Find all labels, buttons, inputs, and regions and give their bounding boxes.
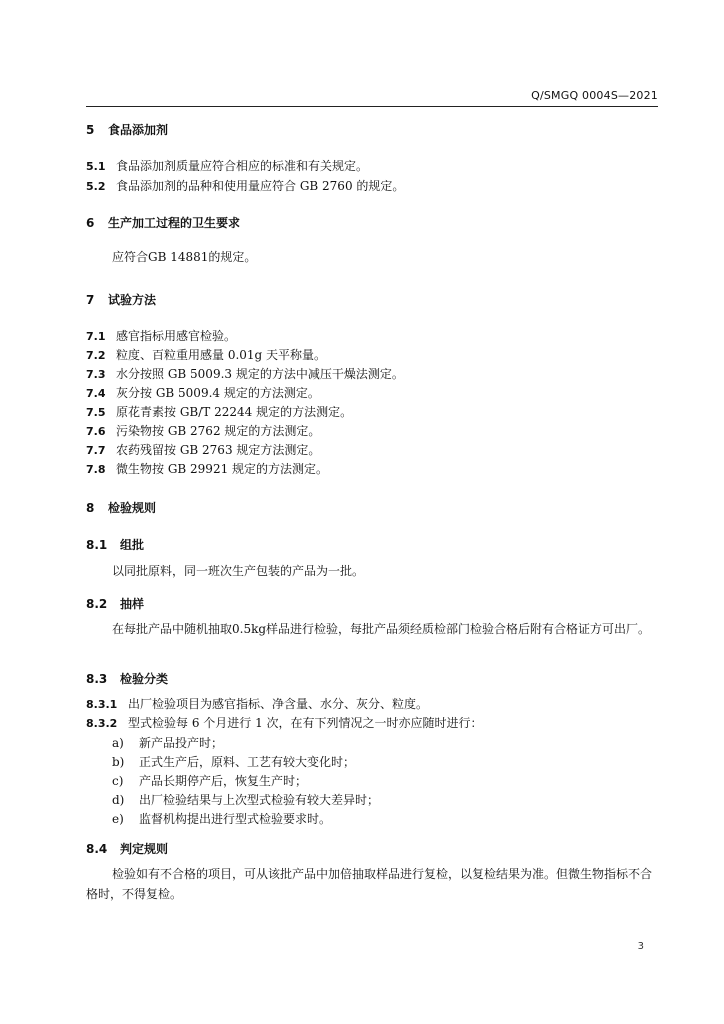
list-item-a: [112, 734, 223, 751]
subsection-8-1-heading: [86, 536, 144, 553]
clause-7-1: [86, 327, 236, 344]
section-title: 食品添加剂: [108, 123, 169, 137]
clause-number: 7.4: [86, 387, 106, 400]
clause-text: 灰分按 GB 5009.4 规定的方法测定。: [116, 386, 320, 400]
list-marker: e): [112, 812, 124, 826]
list-text: 正式生产后，原料、工艺有较大变化时；: [139, 755, 356, 769]
clause-text: 农药残留按 GB 2763 规定方法测定。: [116, 443, 321, 457]
list-marker: d): [112, 793, 125, 807]
list-marker: a): [112, 736, 124, 750]
clause-number: 7.8: [86, 463, 106, 476]
clause-text: 出厂检验项目为感官指标、净含量、水分、灰分、粒度。: [128, 697, 429, 711]
clause-text: 食品添加剂的品种和使用量应符合 GB 2760 的规定。: [116, 179, 405, 193]
section-number: 5: [86, 123, 95, 137]
list-text: 产品长期停产后，恢复生产时；: [139, 774, 308, 788]
clause-number: 7.3: [86, 368, 106, 381]
subsection-8-3-heading: [86, 670, 168, 687]
clause-7-2: [86, 346, 326, 363]
list-text: 新产品投产时；: [139, 736, 224, 750]
subsection-number: 8.2: [86, 597, 108, 611]
clause-5-1: [86, 157, 368, 174]
subsection-8-2-text: 在每批产品中随机抽取0.5kg样品进行检验，每批产品须经质检部门检验合格后附有合格证方可出厂。: [112, 622, 651, 636]
list-marker: b): [112, 755, 125, 769]
subsection-title: 检验分类: [120, 672, 169, 686]
subsection-8-1-text: 以同批原料，同一班次生产包装的产品为一批。: [112, 564, 365, 578]
list-marker: c): [112, 774, 124, 788]
list-item-e: [112, 810, 331, 827]
subsection-number: 8.1: [86, 538, 108, 552]
list-item-c: [112, 772, 307, 789]
clause-5-2: [86, 177, 404, 194]
section-number: 6: [86, 216, 95, 230]
clause-number: 5.2: [86, 180, 106, 193]
section-number: 7: [86, 293, 95, 307]
clause-text: 感官指标用感官检验。: [116, 329, 237, 343]
list-item-b: [112, 753, 355, 770]
clause-number: 8.3.2: [86, 717, 118, 730]
subsection-8-4-heading: [86, 840, 168, 857]
section-5-heading: [86, 121, 168, 138]
subsection-8-4-text: 检验如有不合格的项目，可从该批产品中加倍抽取样品进行复检，以复检结果为准。但微生物指标不合格时，不得复检。: [86, 867, 653, 901]
subsection-title: 判定规则: [120, 842, 169, 856]
list-text: 出厂检验结果与上次型式检验有较大差异时；: [139, 793, 380, 807]
clause-7-3: [86, 365, 404, 382]
subsection-8-2-heading: [86, 595, 144, 612]
section-6-text: 应符合GB 14881的规定。: [112, 250, 257, 264]
clause-number: 7.2: [86, 349, 106, 362]
clause-text: 型式检验每 6 个月进行 1 次，在有下列情况之一时亦应随时进行：: [128, 716, 483, 730]
clause-number: 7.7: [86, 444, 106, 457]
clause-8-3-2: [86, 714, 483, 731]
list-text: 监督机构提出进行型式检验要求时。: [139, 812, 332, 826]
clause-text: 食品添加剂质量应符合相应的标准和有关规定。: [116, 159, 369, 173]
clause-number: 7.5: [86, 406, 106, 419]
clause-7-5: [86, 403, 352, 420]
clause-7-8: [86, 460, 328, 477]
clause-text: 微生物按 GB 29921 规定的方法测定。: [116, 462, 329, 476]
subsection-number: 8.4: [86, 842, 108, 856]
clause-number: 5.1: [86, 160, 106, 173]
section-title: 检验规则: [108, 501, 157, 515]
section-6-heading: [86, 214, 240, 231]
section-title: 试验方法: [108, 293, 157, 307]
subsection-number: 8.3: [86, 672, 108, 686]
header-rule: [86, 106, 658, 107]
clause-8-3-1: [86, 695, 428, 712]
section-7-heading: [86, 291, 156, 308]
clause-text: 水分按照 GB 5009.3 规定的方法中减压干燥法测定。: [116, 367, 404, 381]
clause-text: 原花青素按 GB/T 22244 规定的方法测定。: [116, 405, 353, 419]
clause-text: 污染物按 GB 2762 规定的方法测定。: [116, 424, 321, 438]
page-number: 3: [637, 941, 644, 952]
clause-text: 粒度、百粒重用感量 0.01g 天平称量。: [116, 348, 327, 362]
list-item-d: [112, 791, 379, 808]
subsection-title: 组批: [120, 538, 145, 552]
subsection-title: 抽样: [120, 597, 145, 611]
clause-7-7: [86, 441, 320, 458]
section-title: 生产加工过程的卫生要求: [108, 216, 241, 230]
document-code: Q/SMGQ 0004S—2021: [531, 89, 658, 102]
section-8-heading: [86, 499, 156, 516]
clause-7-4: [86, 384, 320, 401]
clause-number: 7.6: [86, 425, 106, 438]
clause-number: 8.3.1: [86, 698, 118, 711]
section-number: 8: [86, 501, 95, 515]
clause-7-6: [86, 422, 320, 439]
clause-number: 7.1: [86, 330, 106, 343]
